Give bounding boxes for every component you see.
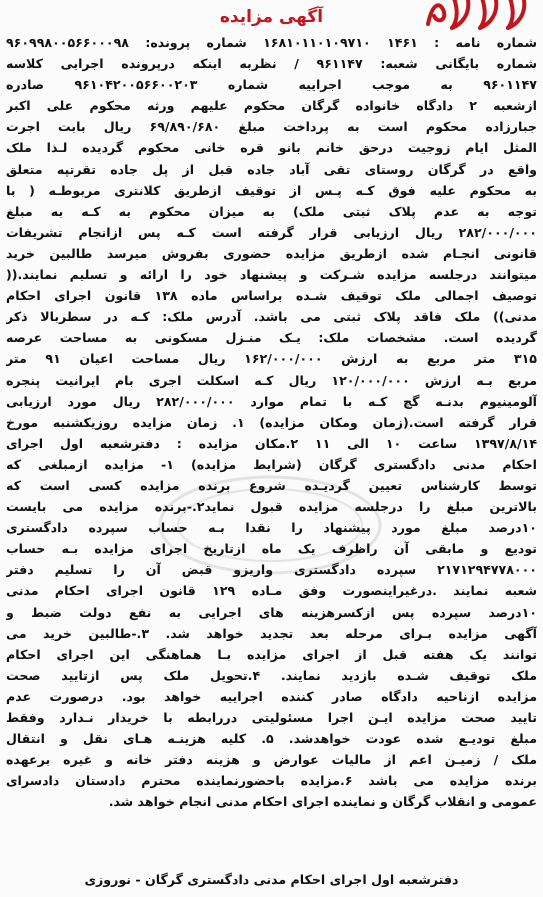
notice-line: ملک توقیف شـده بازدید نمایند. ۴.تحویل ملک پس ازتایید صحت	[6, 667, 537, 683]
title-area	[0, 4, 543, 30]
notice-line: تودیع و مابقی آن راظرف یک ماه ازتاریخ اجرای مزایده بـه حساب	[6, 541, 537, 557]
notice-line: واقع در گرگان روستای تقی آباد جاده قبل از پل جاده تقرتپه متعلق	[6, 161, 537, 177]
notice-title: آگهی مزایده	[219, 7, 324, 27]
notice-line: میتوانند درجلسه مزایده شـرکت و پیشنهاد خود را ارائه و تسلیم نمایند.((	[6, 267, 537, 283]
notice-line: به محکوم علیه فوق کـه پـس از توقیف ازطریق کلانتری مربوطـه ( با	[6, 182, 537, 198]
notice-line: شماره بایگانی شعبه: ۹۶۱۱۴۷ / نظربه اینکه درپرونده اجرایی کلاسه	[6, 56, 537, 72]
notice-line: جبارزاده محکوم است به پرداخت مبلغ ۶۹/۸۹۰/۶۸۰ ریال بابت اجرت	[6, 119, 537, 135]
notice-line: تایید صحت مزایده ایـن اجرا مسئولیتی دررابطه با خریدار نـدارد وفقط	[6, 710, 537, 725]
notice-line: برنده مزایده می باشد ۶.مزایده باحضورنماینده محترم دادستان دادسرای	[6, 773, 537, 789]
notice-line: توسط کارشناس تعیین گردیـده شروع برنده مزایده کسی است که	[6, 477, 537, 493]
notice-line: ۳۱۵ متر مربع به ارزش ۱۶۲/۰۰۰/۰۰۰ ریال مساحت اعیان ۹۱ متر	[6, 351, 537, 367]
notice-footer: دفترشعبه اول اجرای احکام مدنی دادگستری گرگان - نوروزی	[84, 872, 459, 887]
notice-line: آلومینیوم بدنـه گچ کـه با تمام موارد ۲۸۲/۰۰۰/۰۰۰ ریال مورد ارزیابی	[6, 393, 537, 409]
notice-line: المثل ایام زوجیت درحق خانم بانو قره خانی محکوم گردیده لـذا ملک	[6, 140, 537, 156]
notice-line: ۲۸۲/۰۰۰/۰۰۰ ریال ارزیابی قرار گرفته است کـه پس ازانجام تشریفات	[6, 224, 537, 240]
notice-line: احکام مدنی دادگستری گرگان (شرایط مزایده) ۱- مزایده ازمبلغی که	[6, 456, 537, 472]
notice-line: ۱۰درصد سپرده پس ازکسرهزینه های اجرایی به نفع دولت ضبط و	[6, 604, 537, 620]
notice-line: ۹۶۰۱۱۴۷ به موجب اجراییه شماره ۹۶۱۰۴۲۰۰۵۶۶۰۰۲۰۳ صادره	[6, 77, 537, 93]
notice-line: مربع بـه ارزش ۱۲۰/۰۰۰/۰۰۰ ریال کـه اسکلت اجری بام ایرانیت پنجره	[6, 372, 537, 388]
notice-line: عمومی و انقلاب گرگان و نماینده اجرای احکام مدنی انجام خواهد شد.	[108, 794, 537, 810]
notice-line: مبلغ تودیـع شده عودت خواهدشد. ۵. کلیه هزینـه هـای نقل و انتقال	[6, 731, 537, 747]
notice-line: قانونی انجـام شده ازطریق مزایده حضوری بفروش میرسد طالبین خرید	[6, 245, 537, 261]
notice-line: ۲۱۷۱۲۹۴۷۷۸۰۰۰ سپرده دادگستری واریزو قبض آن را تسلیم دفتر	[6, 562, 537, 578]
notice-line: ازشعبه ۲ دادگاه خانواده گرگان محکوم علیهم ورثه محکوم علی اکبر	[6, 98, 537, 114]
notice-line: مدنی)) ملک فاقد پلاک ثبتی می باشد. آدرس ملک: کـه در سطربالا ذکر	[6, 309, 537, 325]
notice-line: ملک / زمیـن اعم از مالیات عوارض و هزینه دفتر خانه و غیره برعهده	[6, 752, 537, 768]
notice-line: بالاترین مبلغ را درجلسه مزایده قبول نماید۲.-برنده مزایده می بایست	[6, 499, 537, 515]
notice-line: شعبه نمایند .درغیراینصورت وفق مـاده ۱۲۹ قانون اجرای احکام مدنی	[6, 583, 537, 599]
notice-line: توانند یک هفته قبل از اجرای مزایده بـا هماهنگی این اجرای احکام	[6, 646, 537, 662]
notice-line: مزایده ازناحیه دادگاه صادر کننده اجراییه خواهد بود. درصورت عدم	[6, 688, 537, 704]
notice-line: آگهی مزایده بـرای مرحله بعد تجدید خواهد شد. ۳.-طالبین خرید می	[6, 625, 537, 641]
notice-line: شماره نامه : ۱۴۶۱ ۱۶۸۱۰۱۱۰۱۰۹۷۱۰ شماره پرونده: ۹۶۰۹۹۸۰۰۵۶۶۰۰۰۹۸	[6, 35, 537, 50]
notice-line: قرار گرفته است.(زمان ومکان مزایده) ۱. زمان مزایده روزیکشنبه مورخ	[6, 414, 537, 430]
notice-line: ۱۰درصد مبلغ مورد پیشنهاد را نقدا بـه حساب سپرده دادگستری	[6, 520, 537, 536]
notice-line: گردیده است. مشخصات ملک: یـک منـزل مسکونی به مساحت عرصه	[6, 330, 537, 346]
notice-body	[6, 32, 537, 812]
notice-line: توصیف اجمالی ملک توقیف شـده براساس ماده ۱۳۸ قانون اجرای احکام	[6, 288, 537, 304]
notice-line: توجه به عدم پلاک ثبتی ملک) به میزان محکوم به کـه به مبلغ	[6, 203, 537, 219]
notice-line: ۱۳۹۷/۸/۱۴ ساعت ۱۰ الی ۱۱ ۲.مکان مزایده : دفترشعبه اول اجرای	[6, 435, 537, 451]
